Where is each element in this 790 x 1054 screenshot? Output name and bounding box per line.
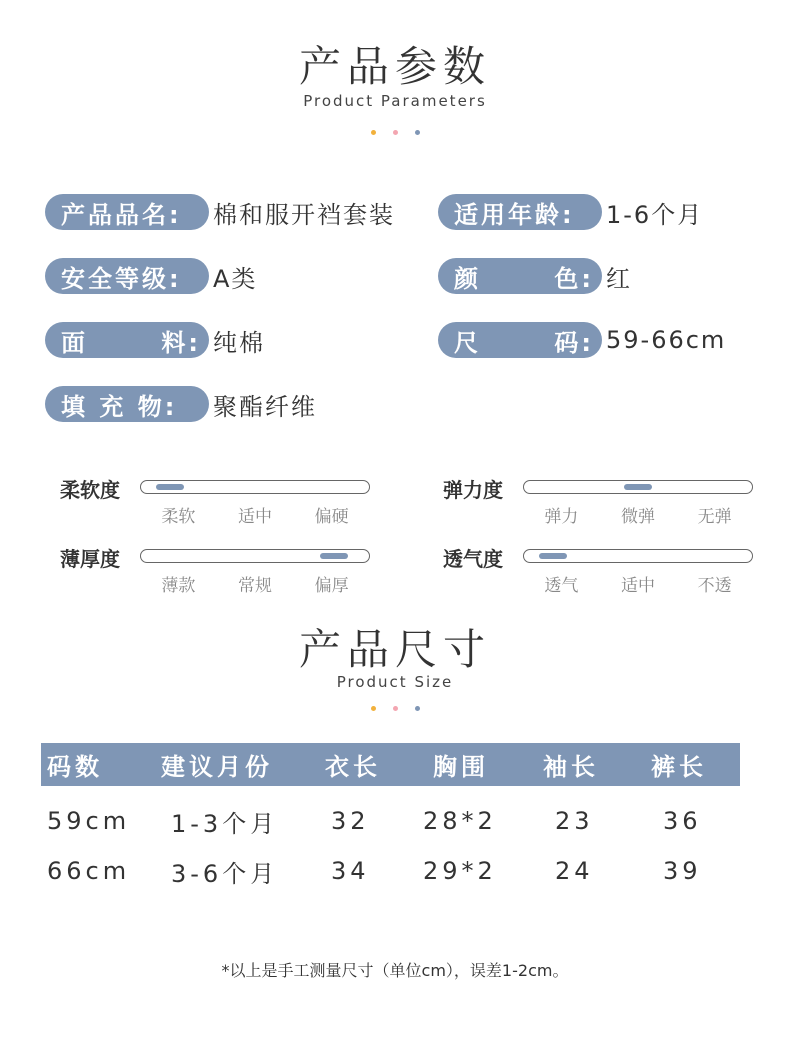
param-label-b: 色: [554,264,594,293]
param-value: 59-66cm [606,326,727,354]
scale-name: 透气度 [443,547,503,571]
scale-breathability [443,543,763,603]
scale-track [140,480,370,494]
header-cell: 裤长 [651,753,707,781]
params-title: 产品参数 [298,42,491,91]
dot-orange [371,130,376,135]
scale-tick: 适中 [237,507,272,527]
table-header [41,743,740,786]
table-cell: 66cm [47,857,131,885]
scale-name: 弹力度 [443,478,503,502]
scale-track [523,549,753,563]
param-label: 适用年龄: [454,200,575,229]
table-row [41,796,740,846]
scale-tick: 柔软 [161,507,196,527]
scale-track [140,549,370,563]
param-label-pill [438,322,602,358]
table-cell: 34 [331,857,370,885]
param-value: 1-6个月 [606,200,704,229]
table-cell: 24 [555,857,594,885]
size-dots [0,706,790,711]
table-cell: 1-3个月 [171,809,279,838]
param-label-a: 颜 [454,264,481,293]
scale-ticks [523,571,753,596]
size-title: 产品尺寸 [298,625,491,674]
scale-indicator [624,484,652,490]
header-cell: 码数 [47,753,103,781]
param-value: A类 [213,264,258,293]
param-label-a: 尺 [454,328,481,357]
scale-tick: 薄款 [161,576,196,596]
scale-ticks [523,502,753,527]
scale-elasticity [443,474,763,534]
params-subtitle: Product Parameters [303,92,487,110]
scale-tick: 微弹 [620,507,655,527]
scale-indicator [156,484,184,490]
table-cell: 39 [663,857,702,885]
measurement-note: *以上是手工测量尺寸（单位cm），误差1-2cm。 [221,961,569,980]
header-cell: 衣长 [325,753,381,781]
dot-blue [415,706,420,711]
param-value: 纯棉 [213,328,265,357]
dot-blue [415,130,420,135]
scale-tick: 透气 [544,576,579,596]
table-cell: 36 [663,807,702,835]
param-label: 填 充 物: [61,392,178,421]
param-label-pill [45,194,209,230]
param-value: 聚酯纤维 [213,392,317,421]
param-product-name [45,194,395,230]
param-label-pill [45,258,209,294]
scale-softness [60,474,380,534]
scale-ticks [140,502,370,527]
header-cell: 袖长 [543,753,599,781]
param-label: 产品品名: [61,200,182,229]
scale-name: 薄厚度 [60,547,120,571]
param-label-a: 面 [61,328,88,357]
table-cell: 59cm [47,807,131,835]
table-cell: 23 [555,807,594,835]
params-dots [0,130,790,135]
param-label-b: 码: [554,328,594,357]
scale-ticks [140,571,370,596]
scale-indicator [320,553,348,559]
scale-tick: 弹力 [544,507,579,527]
param-age [438,194,703,230]
param-color [438,258,632,294]
table-cell: 32 [331,807,370,835]
scale-thickness [60,543,380,603]
param-filling [45,386,317,422]
param-label-pill [45,322,209,358]
param-label: 安全等级: [61,264,182,293]
scale-tick: 适中 [620,576,655,596]
header-cell: 胸围 [433,753,489,781]
param-label-pill [45,386,209,422]
scale-indicator [539,553,567,559]
param-label-pill [438,194,602,230]
param-value: 棉和服开裆套装 [213,200,395,229]
table-row [41,846,740,896]
param-fabric [45,322,265,358]
table-cell: 29*2 [423,857,497,885]
dot-pink [393,706,398,711]
scale-tick: 偏硬 [314,507,349,527]
param-label-b: 料: [161,328,201,357]
header-cell: 建议月份 [161,753,273,781]
scale-tick: 无弹 [697,507,732,527]
scale-tick: 偏厚 [314,576,349,596]
scale-name: 柔软度 [60,478,120,502]
scale-tick: 不透 [697,576,732,596]
param-label-pill [438,258,602,294]
scale-tick: 常规 [237,576,272,596]
param-safety [45,258,257,294]
table-cell: 3-6个月 [171,859,279,888]
param-size [438,322,726,358]
table-cell: 28*2 [423,807,497,835]
dot-orange [371,706,376,711]
param-value: 红 [606,264,632,293]
dot-pink [393,130,398,135]
scale-track [523,480,753,494]
size-subtitle: Product Size [336,673,454,691]
size-table [41,743,740,896]
